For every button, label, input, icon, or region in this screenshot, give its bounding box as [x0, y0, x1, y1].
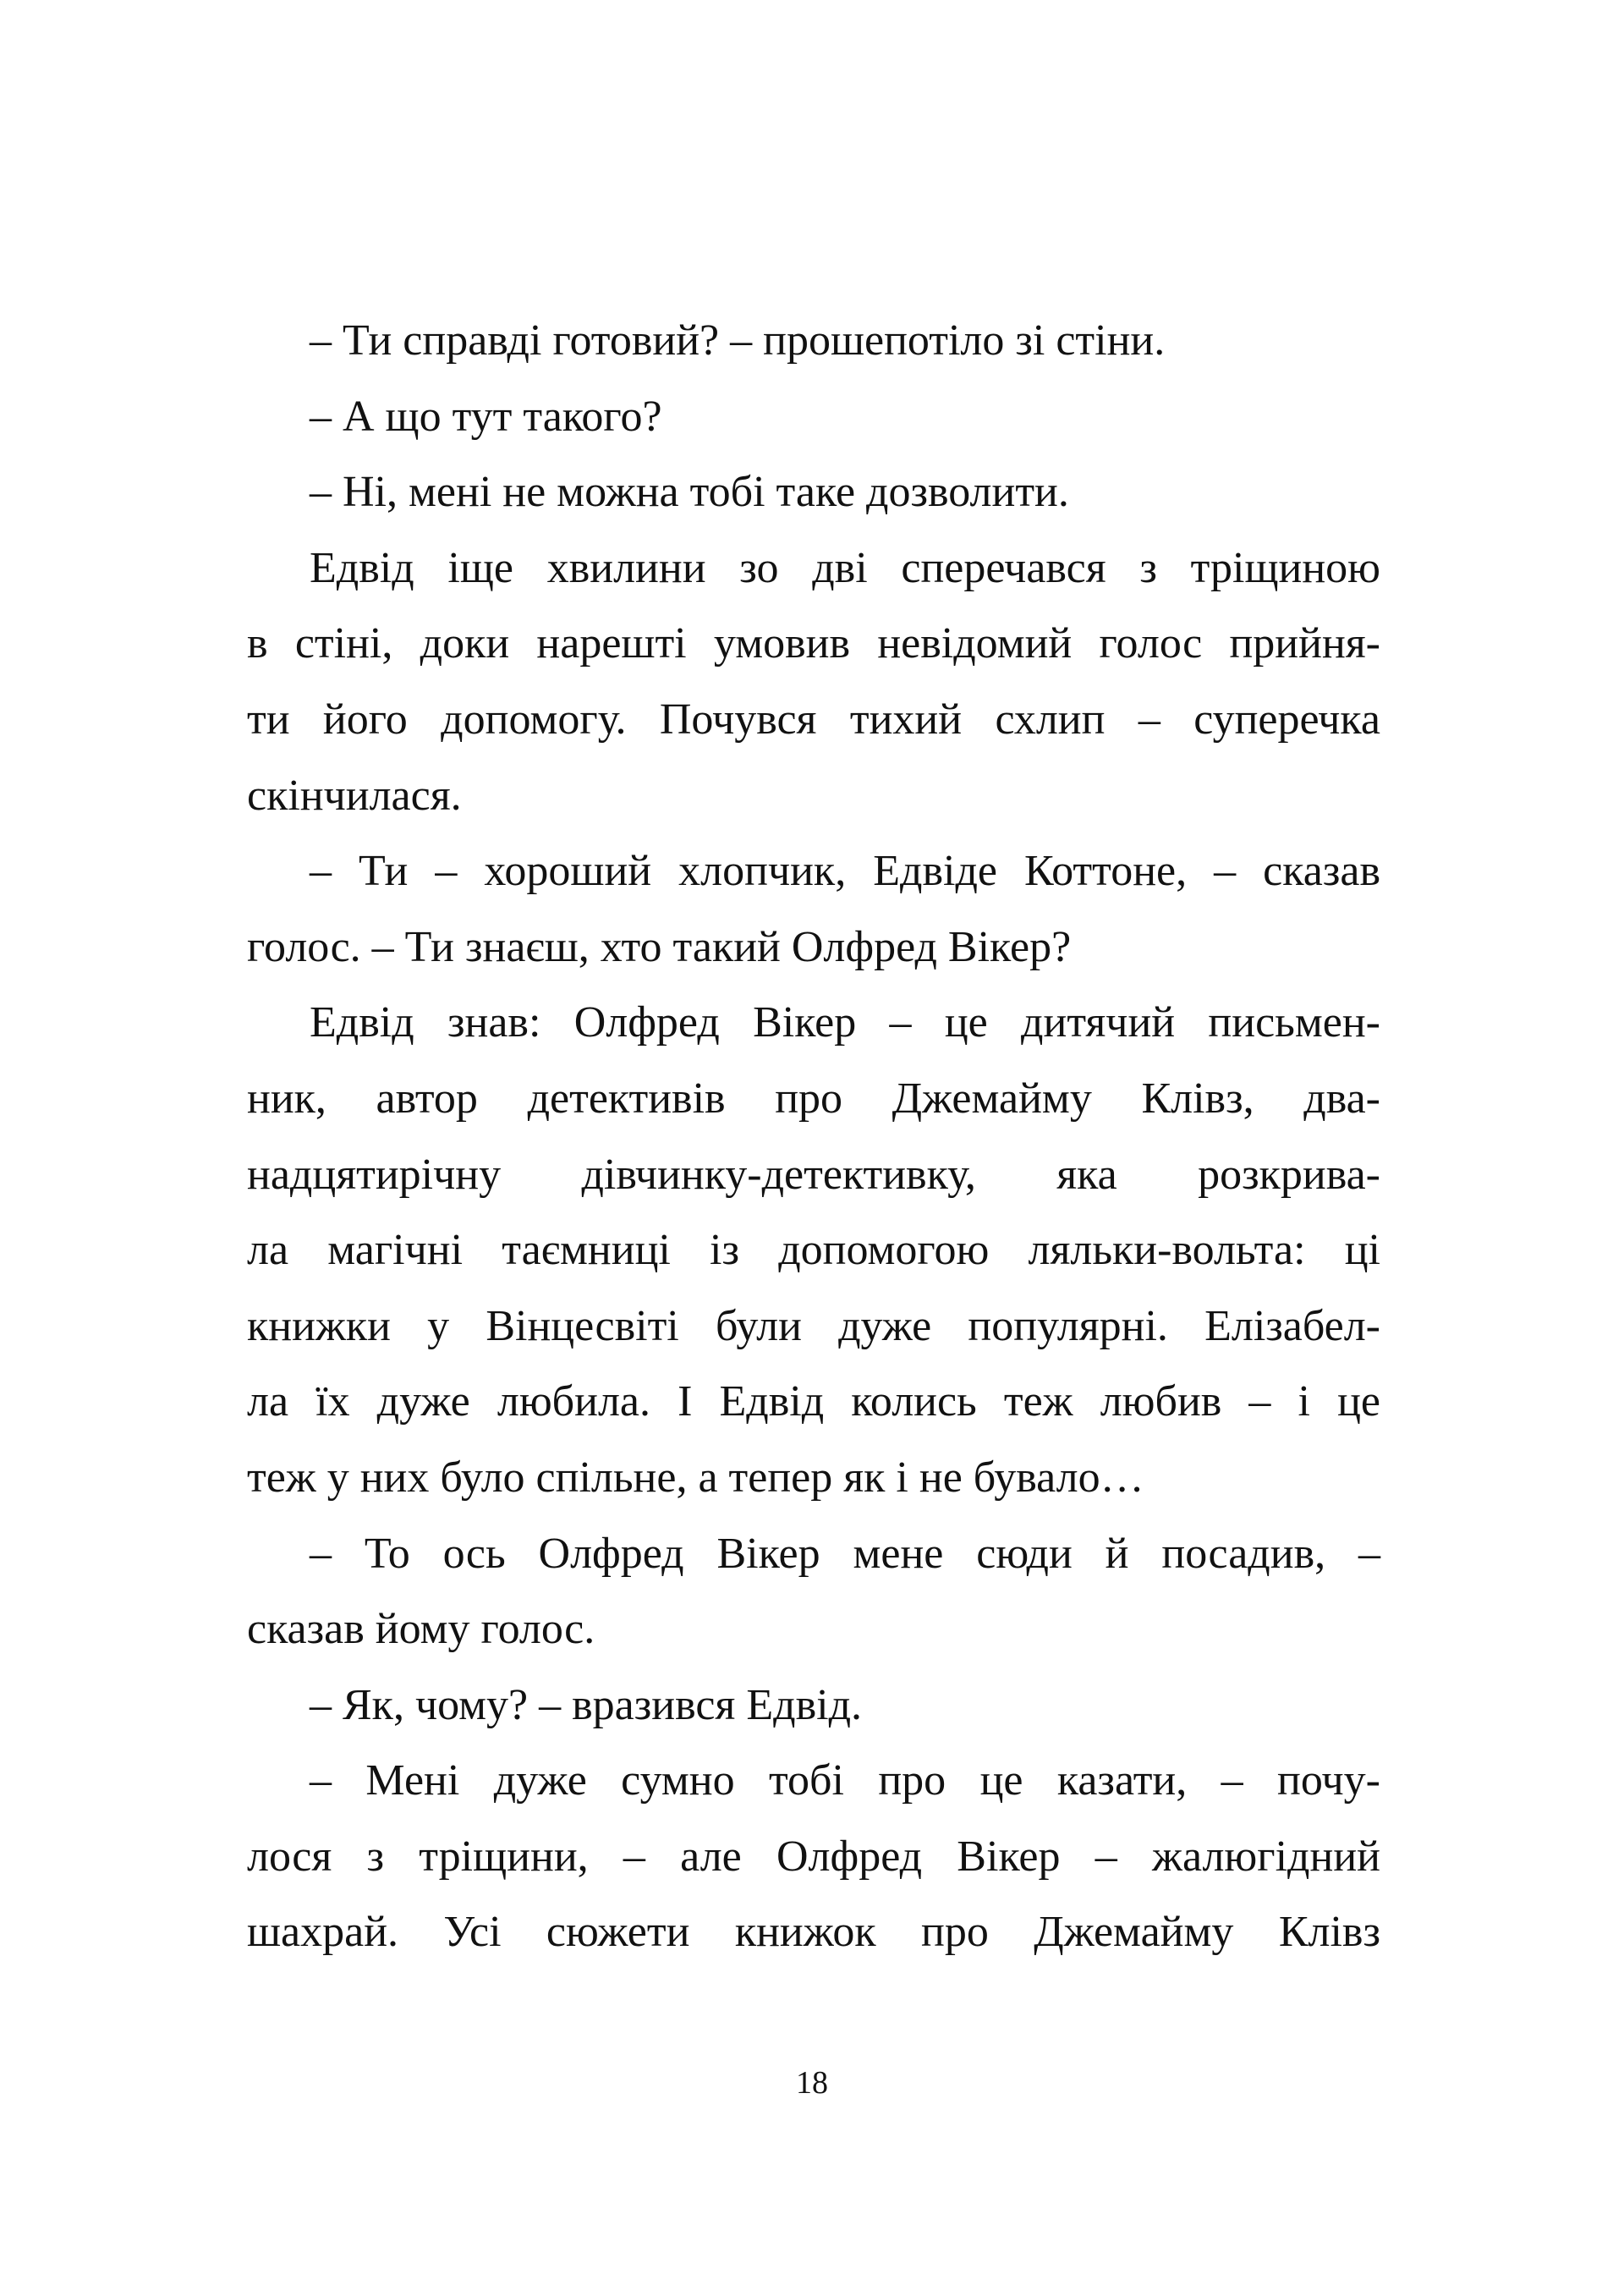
text-line: – То ось Олфред Вікер мене сюди й посадив, – — [310, 1529, 1380, 1578]
text-line: сказав йому голос. — [247, 1605, 595, 1654]
text-line: теж у них було спільне, а тепер як і не бувало… — [247, 1453, 1144, 1502]
text-line: – Ти – хороший хлопчик, Едвіде Коттоне, – сказав — [310, 847, 1380, 896]
text-line: – А що тут такого? — [310, 392, 662, 441]
page-number: 18 — [796, 2065, 828, 2101]
text-line: в стіні, доки нарешті умовив невідомий голос прийня- — [247, 619, 1380, 668]
text-line: Едвід іще хвилини зо дві сперечався з тріщиною — [310, 543, 1380, 592]
text-line: ти його допомогу. Почувся тихий схлип – суперечка — [247, 695, 1380, 744]
text-line: – Мені дуже сумно тобі про це казати, – почу- — [310, 1756, 1380, 1805]
text-line: – Ні, мені не можна тобі таке дозволити. — [310, 468, 1069, 517]
text-line: ник, автор детективів про Джемайму Клівз, два- — [247, 1074, 1380, 1123]
text-line: надцятирічну дівчинку-детективку, яка розкрива- — [247, 1150, 1380, 1199]
text-line: Едвід знав: Олфред Вікер – це дитячий письмен- — [310, 998, 1380, 1047]
text-line: – Як, чому? – вразився Едвід. — [310, 1680, 863, 1729]
body-text — [247, 303, 1380, 1970]
text-line: книжки у Вінцесвіті були дуже популярні. Елізабел- — [247, 1301, 1380, 1350]
text-line: скінчилася. — [247, 771, 462, 820]
text-line: ла їх дуже любила. І Едвід колись теж любив – і це — [247, 1377, 1380, 1426]
text-line: шахрай. Усі сюжети книжок про Джемайму Клівз — [247, 1908, 1380, 1957]
text-line: ла магічні таємниці із допомогою ляльки-вольта: ці — [247, 1226, 1380, 1275]
text-line: лося з тріщини, – але Олфред Вікер – жалюгідний — [247, 1832, 1380, 1881]
text-line: – Ти справді готовий? – прошепотіло зі стіни. — [310, 316, 1166, 365]
text-line: голос. – Ти знаєш, хто такий Олфред Вікер? — [247, 922, 1072, 971]
